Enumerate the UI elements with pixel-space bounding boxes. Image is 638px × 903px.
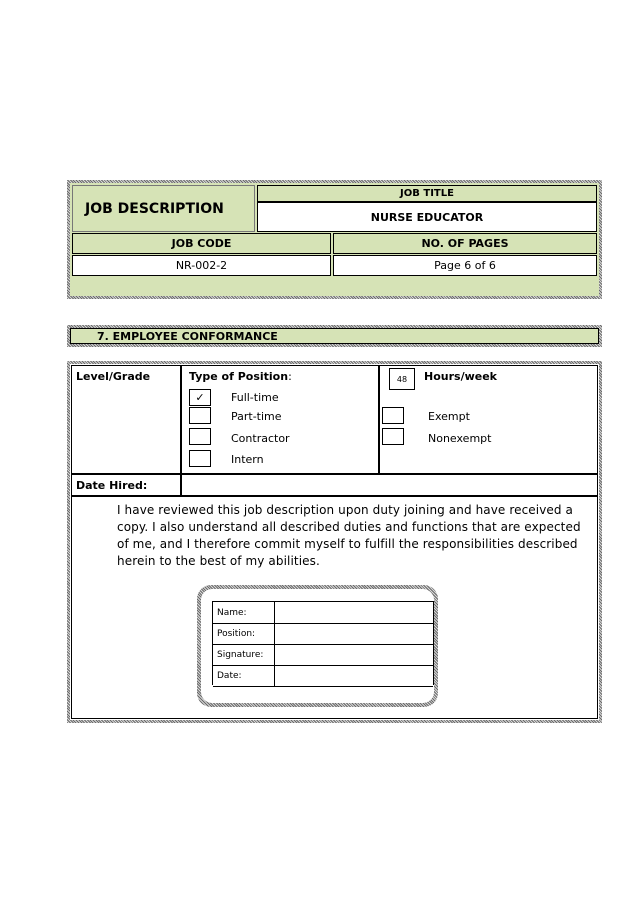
job-title-label: JOB TITLE bbox=[257, 185, 597, 202]
signature-row-position[interactable] bbox=[213, 623, 433, 645]
hours-week-label: Hours/week bbox=[424, 370, 497, 383]
job-code-label: JOB CODE bbox=[72, 233, 331, 254]
contractor-checkbox[interactable] bbox=[189, 428, 211, 445]
job-title-value: NURSE EDUCATOR bbox=[257, 202, 597, 232]
full-time-checkbox[interactable]: ✓ bbox=[189, 389, 211, 406]
intern-label: Intern bbox=[231, 453, 264, 466]
intern-checkbox[interactable] bbox=[189, 450, 211, 467]
exempt-checkbox[interactable] bbox=[382, 407, 404, 424]
section-title: 7. EMPLOYEE CONFORMANCE bbox=[70, 328, 599, 344]
date-hired-label: Date Hired: bbox=[76, 479, 148, 492]
signature-row-signature[interactable] bbox=[213, 644, 433, 666]
date-hired-field[interactable] bbox=[181, 474, 598, 496]
signature-table bbox=[212, 601, 434, 685]
job-code-value: NR-002-2 bbox=[72, 255, 331, 276]
nonexempt-checkbox[interactable] bbox=[382, 428, 404, 445]
signature-date-label: Date: bbox=[213, 665, 275, 686]
pages-value: Page 6 of 6 bbox=[333, 255, 597, 276]
part-time-label: Part-time bbox=[231, 410, 282, 423]
level-grade-label: Level/Grade bbox=[76, 370, 151, 383]
part-time-checkbox[interactable] bbox=[189, 407, 211, 424]
signature-position-label: Position: bbox=[213, 623, 275, 644]
full-time-label: Full-time bbox=[231, 391, 279, 404]
signature-signature-label: Signature: bbox=[213, 644, 275, 665]
contractor-label: Contractor bbox=[231, 432, 290, 445]
signature-name-label: Name: bbox=[213, 602, 275, 623]
position-label: Type of Position: bbox=[189, 370, 292, 383]
job-description-label: JOB DESCRIPTION bbox=[72, 185, 255, 232]
nonexempt-label: Nonexempt bbox=[428, 432, 492, 445]
signature-row-name[interactable] bbox=[213, 602, 433, 624]
signature-row-date[interactable] bbox=[213, 665, 433, 687]
hours-value-box[interactable]: 48 bbox=[389, 368, 415, 390]
pages-label: NO. OF PAGES bbox=[333, 233, 597, 254]
exempt-label: Exempt bbox=[428, 410, 470, 423]
conformance-statement: I have reviewed this job description upon duty joining and have received a copy. I also understand all described duties and functions that are expected of me, and I therefore commit myself to fulfill the responsibilities described herein to the best of my abilities. bbox=[117, 503, 581, 568]
